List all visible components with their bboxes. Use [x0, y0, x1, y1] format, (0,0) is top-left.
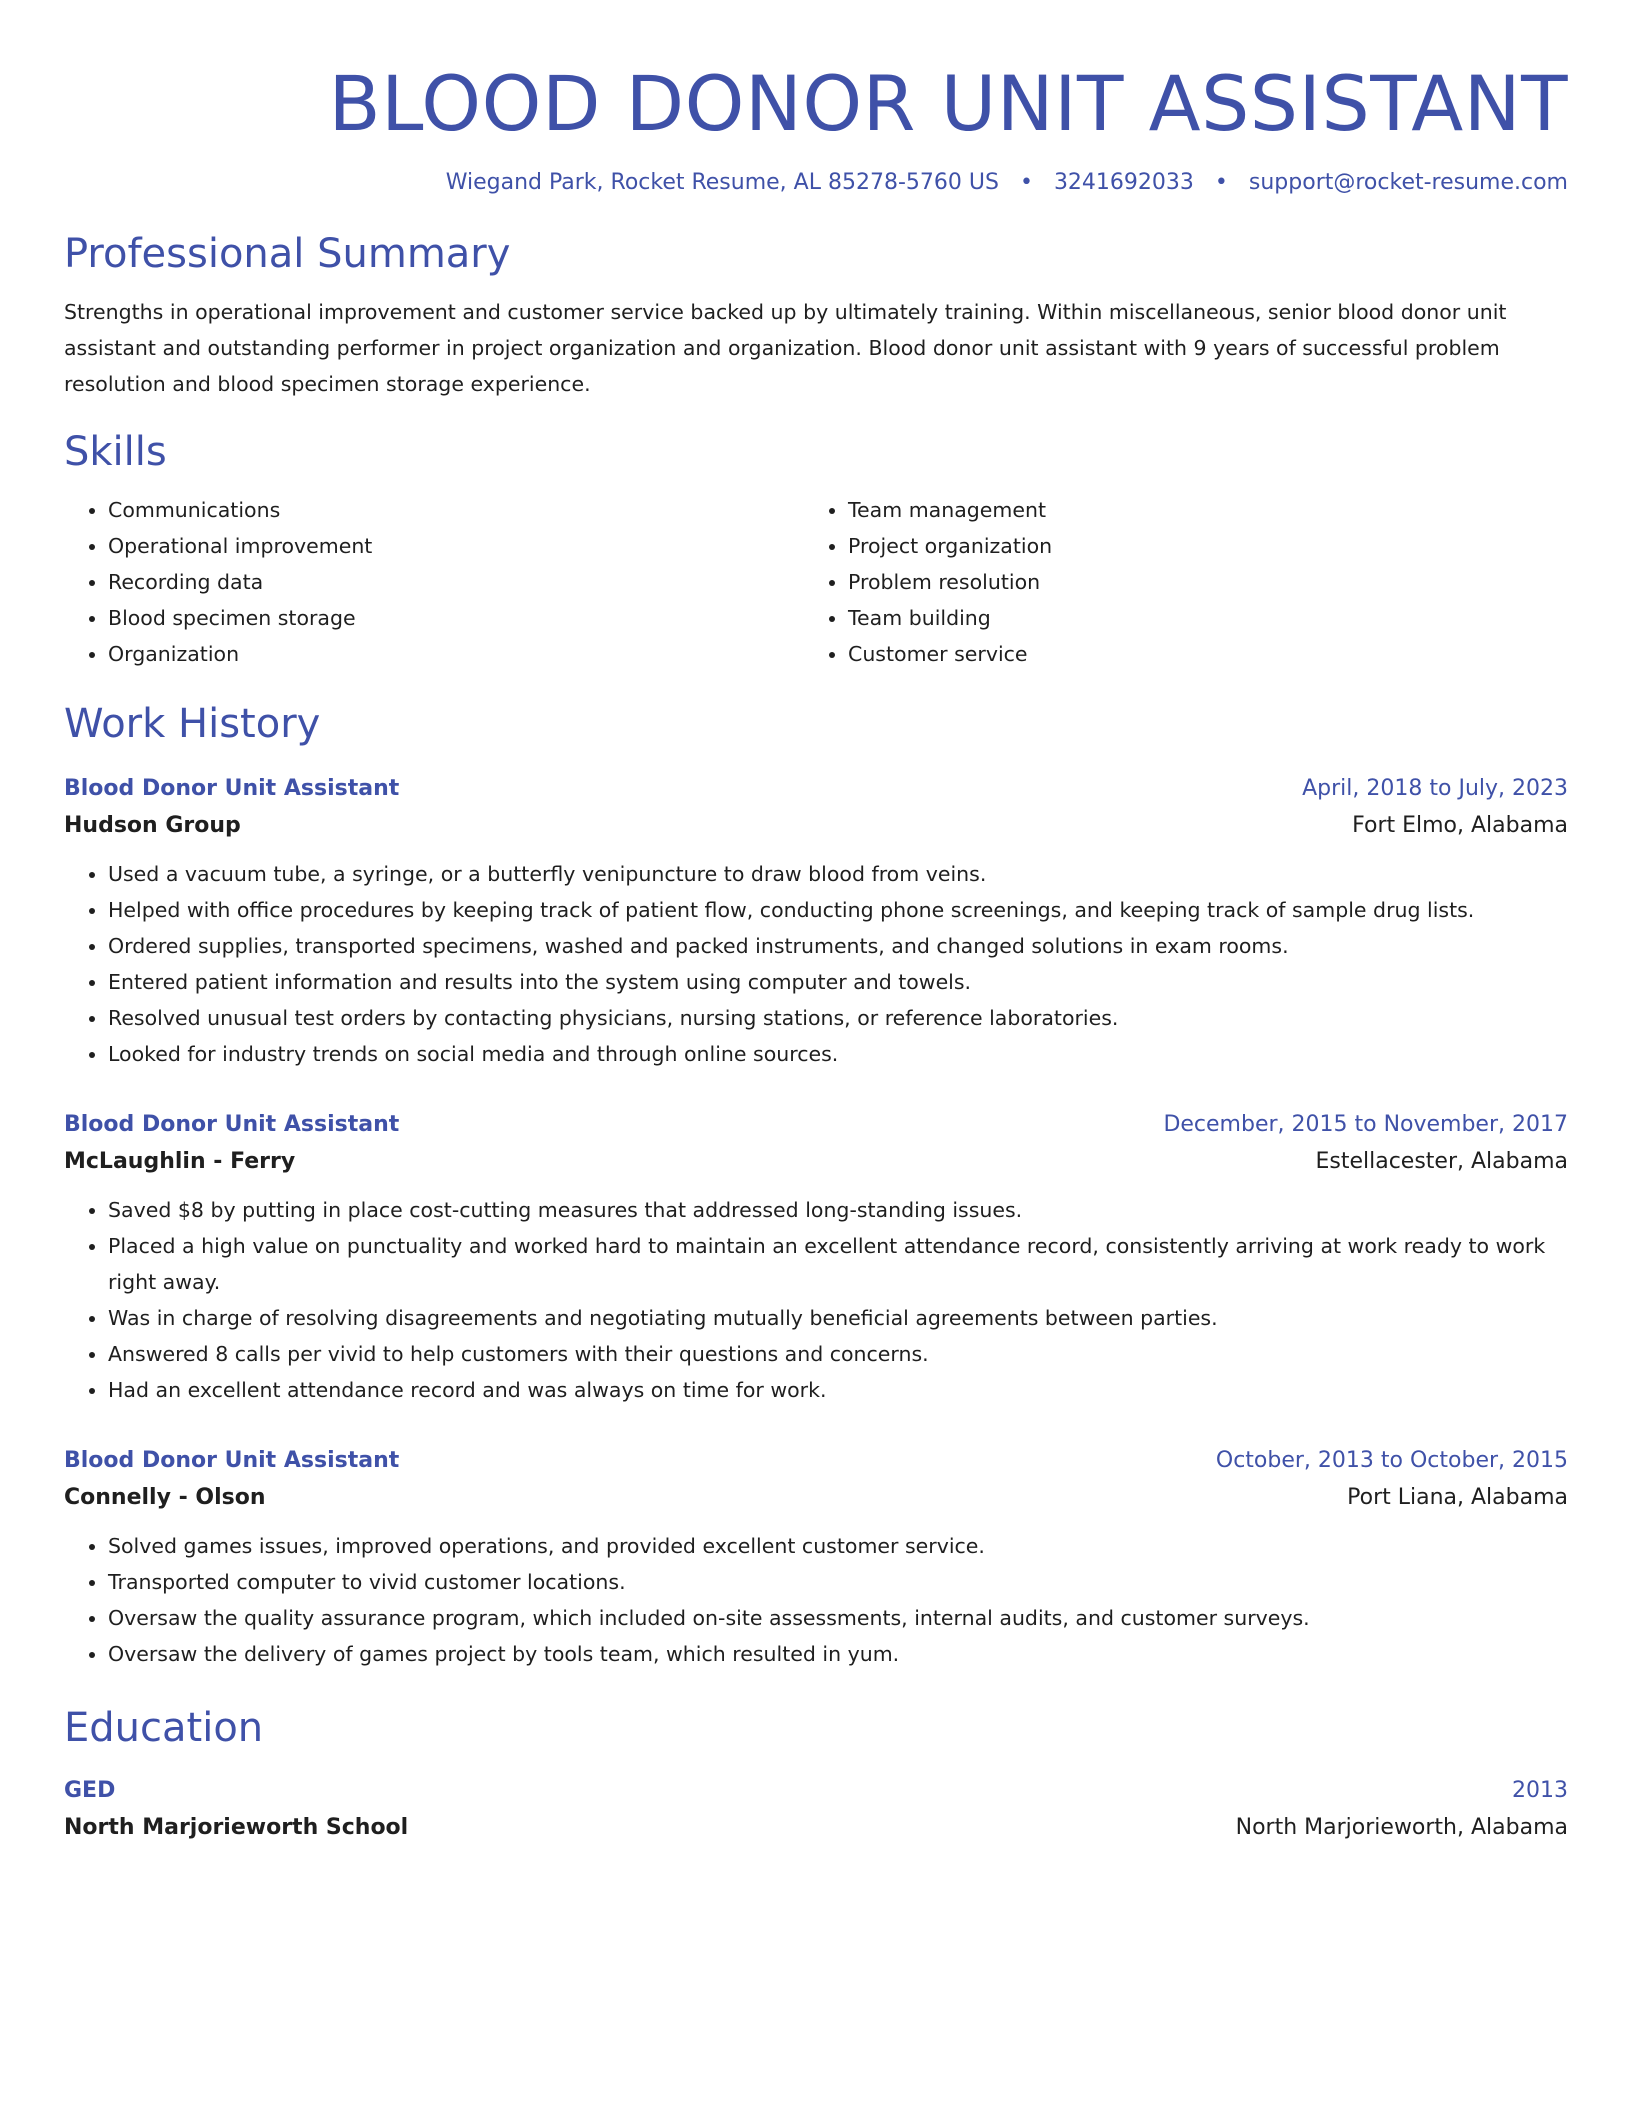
- job-title: Blood Donor Unit Assistant: [64, 1112, 400, 1137]
- contact-phone: 3241692033: [1053, 170, 1194, 195]
- job-bullet: • Resolved unusual test orders by contacting physicians, nursing stations, or reference laboratories.: [108, 1000, 1568, 1036]
- job-company-row: [64, 1142, 1568, 1182]
- job-bullets: [64, 856, 1568, 1072]
- job-location: Estellacester, Alabama: [1315, 1149, 1568, 1174]
- skills-grid: [64, 492, 1568, 672]
- education-school: North Marjorieworth School: [64, 1815, 409, 1840]
- section-title: Education: [64, 1705, 264, 1751]
- contact-separator: •: [1019, 170, 1033, 195]
- job-bullet: • Oversaw the quality assurance program, which included on-site assessments, internal audits, and customer surveys.: [108, 1600, 1568, 1636]
- section-title: Skills: [64, 429, 167, 475]
- job-title-row: [64, 772, 1568, 806]
- education-location: North Marjorieworth, Alabama: [1235, 1815, 1568, 1840]
- job-company: McLaughlin - Ferry: [64, 1149, 296, 1174]
- summary-text: Strengths in operational improvement and customer service backed up by ultimately training. Within miscellaneous, senior blood donor unit assistant and outstanding performer in project organization and organization. Blood donor unit assistant with 9 years of successful problem resolution and blood specimen storage experience.: [64, 300, 1507, 396]
- job-dates: April, 2018 to July, 2023: [1302, 776, 1568, 801]
- education-section: [64, 1702, 1568, 1848]
- section-title: Professional Summary: [64, 231, 511, 277]
- section-title: Work History: [64, 701, 321, 747]
- education-year: 2013: [1512, 1778, 1568, 1803]
- contact-email: support@rocket-resume.com: [1248, 170, 1568, 195]
- job-company: Hudson Group: [64, 813, 241, 838]
- job-bullets: [64, 1192, 1568, 1408]
- job-bullet: • Saved $8 by putting in place cost-cutting measures that addressed long-standing issues.: [108, 1192, 1568, 1228]
- job-company: Connelly - Olson: [64, 1485, 266, 1510]
- job-location: Port Liana, Alabama: [1347, 1485, 1568, 1510]
- job-bullet: • Transported computer to vivid customer locations.: [108, 1564, 1568, 1600]
- skill-item: • Team building: [848, 600, 1544, 636]
- resume-header: [64, 56, 1568, 198]
- contact-separator: •: [1214, 170, 1228, 195]
- skills-column-right: [804, 492, 1544, 672]
- professional-summary-section: [64, 228, 1568, 402]
- job-bullet: • Answered 8 calls per vivid to help customers with their questions and concerns.: [108, 1336, 1568, 1372]
- education-degree: GED: [64, 1778, 116, 1803]
- job-bullet: • Solved games issues, improved operations, and provided excellent customer service.: [108, 1528, 1568, 1564]
- skill-item: • Recording data: [108, 564, 804, 600]
- job-company-row: [64, 806, 1568, 846]
- job-bullet: • Looked for industry trends on social media and through online sources.: [108, 1036, 1568, 1072]
- job-bullet: • Entered patient information and results into the system using computer and towels.: [108, 964, 1568, 1000]
- skill-item: • Operational improvement: [108, 528, 804, 564]
- job-company-row: [64, 1478, 1568, 1518]
- job-dates: October, 2013 to October, 2015: [1215, 1448, 1568, 1473]
- skill-item: • Problem resolution: [848, 564, 1544, 600]
- job-entry: [64, 1444, 1568, 1672]
- skills-section: [64, 426, 1568, 672]
- skill-item: • Project organization: [848, 528, 1544, 564]
- job-bullet: • Placed a high value on punctuality and worked hard to maintain an excellent attendance record, consistently arriving at work ready to work right away.: [108, 1228, 1568, 1300]
- job-bullets: [64, 1528, 1568, 1672]
- job-bullet: • Was in charge of resolving disagreements and negotiating mutually beneficial agreements between parties.: [108, 1300, 1568, 1336]
- job-bullet: • Had an excellent attendance record and was always on time for work.: [108, 1372, 1568, 1408]
- skills-column-left: [64, 492, 804, 672]
- contact-address: Wiegand Park, Rocket Resume, AL 85278-5760 US: [445, 170, 999, 195]
- job-bullet: • Used a vacuum tube, a syringe, or a butterfly venipuncture to draw blood from veins.: [108, 856, 1568, 892]
- job-dates: December, 2015 to November, 2017: [1163, 1112, 1568, 1137]
- skill-item: • Organization: [108, 636, 804, 672]
- education-entry: [64, 1774, 1568, 1848]
- education-school-row: [64, 1808, 1568, 1848]
- skill-item: • Blood specimen storage: [108, 600, 804, 636]
- skill-item: • Communications: [108, 492, 804, 528]
- job-entry: [64, 772, 1568, 1072]
- job-title: Blood Donor Unit Assistant: [64, 776, 400, 801]
- job-location: Fort Elmo, Alabama: [1352, 813, 1568, 838]
- job-bullet: • Helped with office procedures by keeping track of patient flow, conducting phone screenings, and keeping track of sample drug lists.: [108, 892, 1568, 928]
- job-title-row: [64, 1108, 1568, 1142]
- education-degree-row: [64, 1774, 1568, 1808]
- job-title: Blood Donor Unit Assistant: [64, 1448, 400, 1473]
- skill-item: • Customer service: [848, 636, 1544, 672]
- job-entry: [64, 1108, 1568, 1408]
- contact-line: [64, 168, 1568, 198]
- work-history-section: [64, 698, 1568, 1672]
- job-title-row: [64, 1444, 1568, 1478]
- candidate-name: BLOOD DONOR UNIT ASSISTANT: [328, 59, 1568, 148]
- job-bullet: • Ordered supplies, transported specimens, washed and packed instruments, and changed solutions in exam rooms.: [108, 928, 1568, 964]
- job-bullet: • Oversaw the delivery of games project by tools team, which resulted in yum.: [108, 1636, 1568, 1672]
- skill-item: • Team management: [848, 492, 1544, 528]
